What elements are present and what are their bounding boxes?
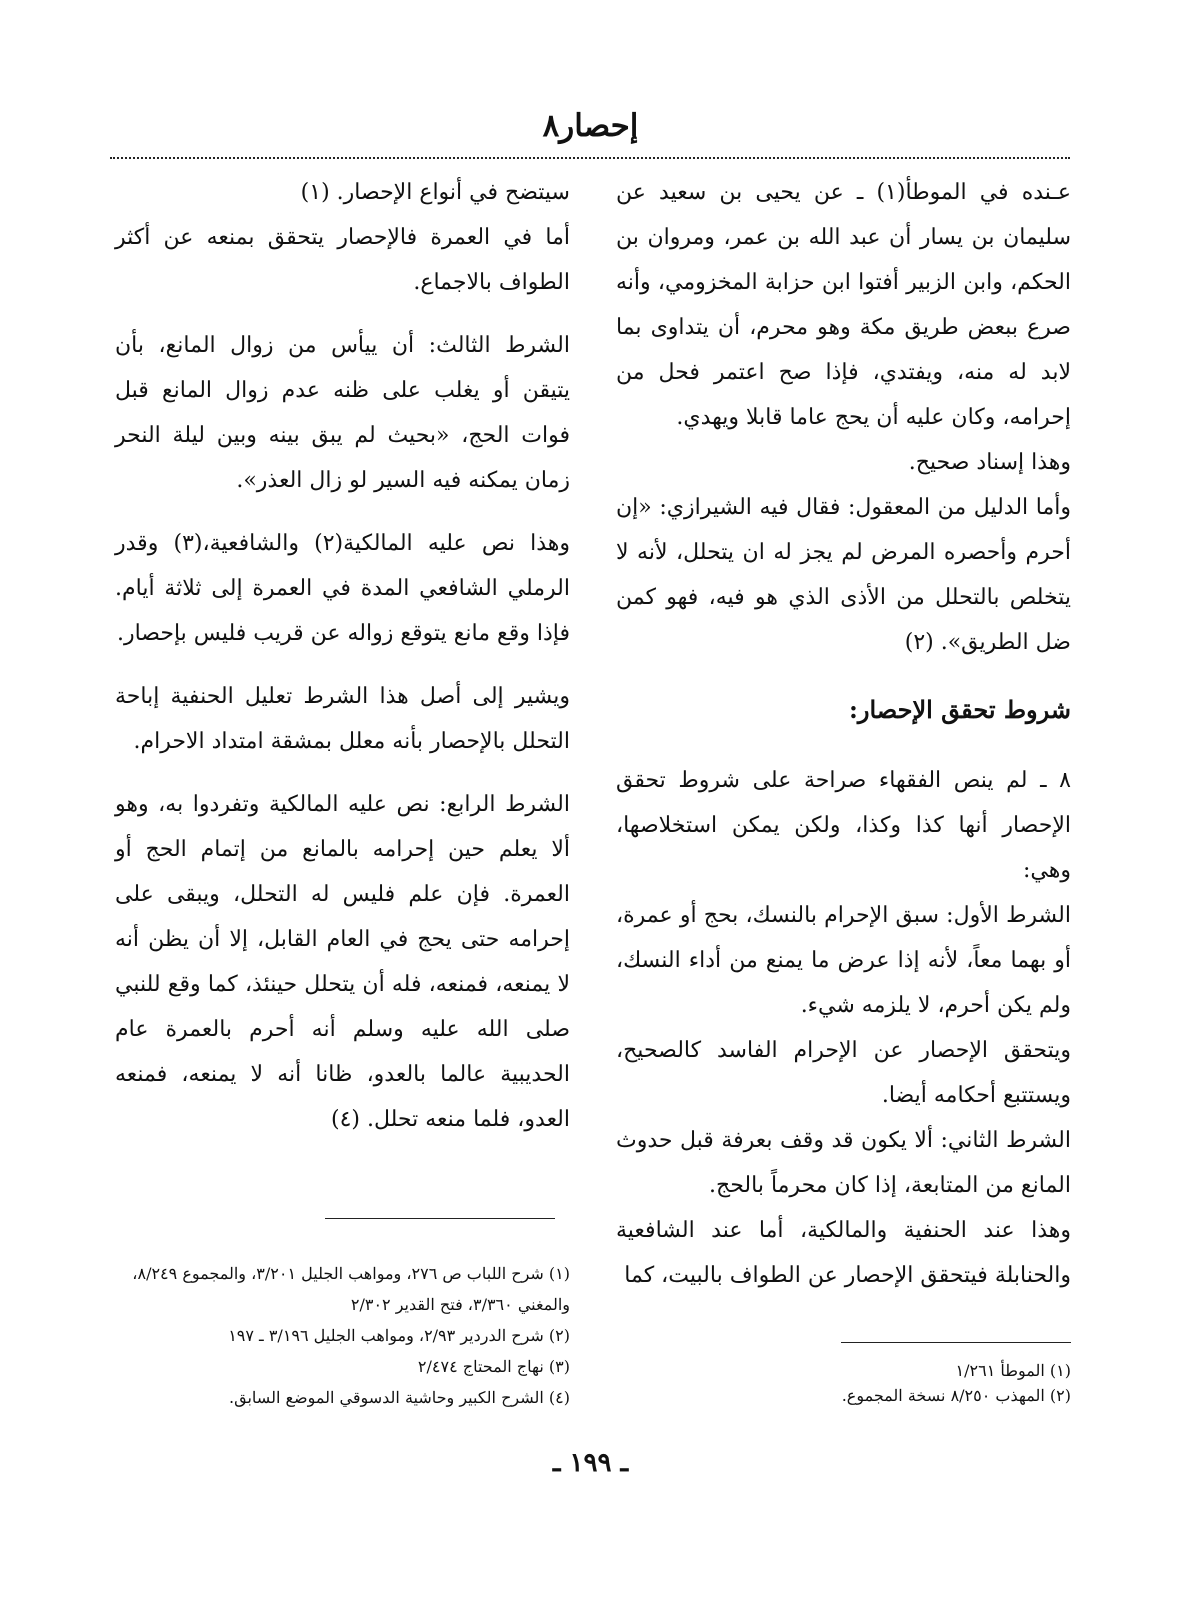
paragraph: وهذا نص عليه المالكية(٢) والشافعية،(٣) وقدر الرملي الشافعي المدة في العمرة إلى ثلاثة أيام. فإذا وقع مانع يتوقع زواله عن قريب فليس بإحصار.: [115, 531, 571, 646]
paragraph: الشرط الثاني: ألا يكون قد وقف بعرفة قبل حدوث المانع من المتابعة، إذا كان محرماً بالحج.: [616, 1128, 1071, 1198]
footnote-separator-left: [325, 1218, 555, 1219]
footnotes-left: [115, 1258, 570, 1413]
footnote: (٤) الشرح الكبير وحاشية الدسوقي الموضع السابق.: [229, 1388, 570, 1407]
footnote: (١) شرح اللباب ص ٢٧٦، ومواهب الجليل ٣/٢٠١، والمجموع ٨/٢٤٩، والمغني ٣/٣٦٠، فتح القدير ٢/٣٠٢: [132, 1264, 570, 1314]
right-column: [616, 170, 1071, 1298]
page-header-title: إحصار٨: [542, 108, 639, 144]
footnotes-right: [616, 1358, 1071, 1408]
footnote: (٣) نهاج المحتاج ٢/٤٧٤: [417, 1357, 570, 1376]
footnote: (١) الموطأ ١/٢٦١: [955, 1361, 1071, 1380]
paragraph: ٨ ـ لم ينص الفقهاء صراحة على شروط تحقق الإحصار أنها كذا وكذا، ولكن يمكن استخلاصها، وهي:: [616, 768, 1071, 883]
left-column: [115, 170, 570, 1142]
paragraph: عـنده في الموطأ(١) ـ عن يحيى بن سعيد عن سليمان بن يسار أن عبد الله بن عمر، ومروان بن الحكم، وابن الزبير أفتوا ابن حزابة المخزومي، وأنه صرع ببعض طريق مكة وهو محرم، أن يتداوى بما لابد له منه، ويفتدي، فإذا صح اعتمر فحل من إحرامه، وكان عليه أن يحج عاما قابلا ويهدي.: [616, 180, 1071, 430]
section-heading: شروط تحقق الإحصار:: [849, 695, 1071, 724]
paragraph: أما في العمرة فالإحصار يتحقق بمنعه عن أكثر الطواف بالاجماع.: [115, 225, 570, 295]
paragraph: ويتحقق الإحصار عن الإحرام الفاسد كالصحيح، ويستتبع أحكامه أيضا.: [616, 1038, 1071, 1108]
paragraph: وهذا إسناد صحيح.: [908, 450, 1071, 475]
footnote-separator-right: [841, 1342, 1071, 1343]
footnote: (٢) المهذب ٨/٢٥٠ نسخة المجموع.: [841, 1386, 1071, 1405]
paragraph: الشرط الثالث: أن ييأس من زوال المانع، بأن يتيقن أو يغلب على ظنه عدم زوال المانع قبل فوات الحج، «بحيث لم يبق بينه وبين ليلة النحر زمان يمكنه فيه السير لو زال العذر».: [115, 333, 570, 493]
paragraph: سيتضح في أنواع الإحصار. (١): [300, 180, 570, 205]
paragraph: وهذا عند الحنفية والمالكية، أما عند الشافعية والحنابلة فيتحقق الإحصار عن الطواف بالبيت، كما: [616, 1218, 1071, 1288]
paragraph: ويشير إلى أصل هذا الشرط تعليل الحنفية إباحة التحلل بالإحصار بأنه معلل بمشقة امتداد الاحرام.: [115, 684, 570, 754]
paragraph: وأما الدليل من المعقول: فقال فيه الشيرازي: «إن أحرم وأحصره المرض لم يجز له ان يتحلل، لأنه لا يتخلص بالتحلل من الأذى الذي هو فيه، فهو كمن ضل الطريق». (٢): [616, 495, 1071, 655]
page-number: ـ ١٩٩ ـ: [552, 1448, 629, 1478]
footnote: (٢) شرح الدردير ٢/٩٣، ومواهب الجليل ٣/١٩٦ ـ ١٩٧: [228, 1326, 570, 1345]
paragraph: الشرط الرابع: نص عليه المالكية وتفردوا به، وهو ألا يعلم حين إحرامه بالمانع من إتمام الحج أو العمرة. فإن علم فليس له التحلل، ويبقى على إحرامه حتى يحج في العام القابل، إلا أن يظن أنه لا يمنعه، فمنعه، فله أن يتحلل حينئذ، كما وقع للنبي صلى الله عليه وسلم أنه أحرم بالعمرة عام الحديبية عالما بالعدو، ظانا أنه لا يمنعه، فمنعه العدو، فلما منعه تحلل. (٤): [115, 792, 570, 1132]
header-dotted-rule: [110, 157, 1070, 159]
paragraph: الشرط الأول: سبق الإحرام بالنسك، بحج أو عمرة، أو بهما معاً، لأنه إذا عرض ما يمنع من أداء النسك، ولم يكن أحرم، لا يلزمه شيء.: [616, 903, 1071, 1018]
